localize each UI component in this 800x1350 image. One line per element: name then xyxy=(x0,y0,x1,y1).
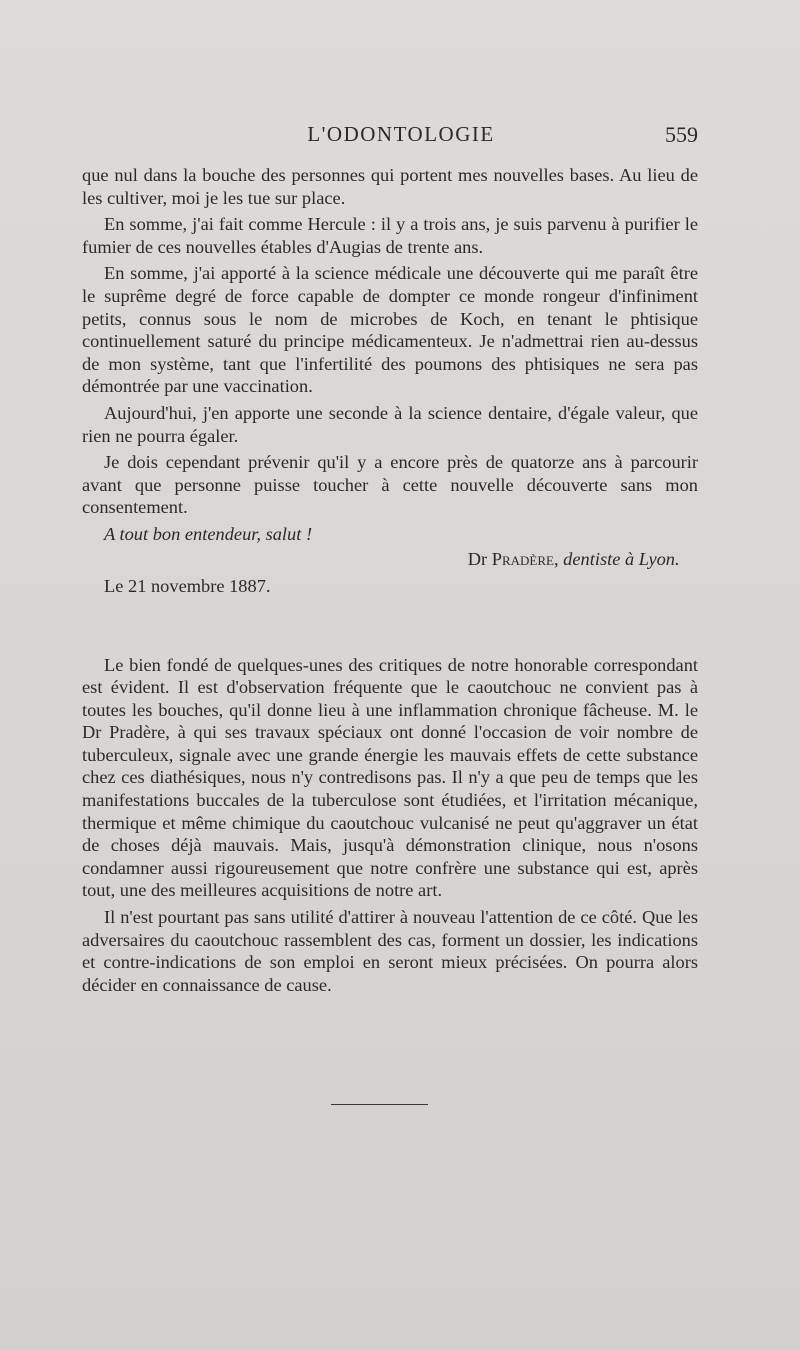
section-gap xyxy=(82,602,698,654)
page-header xyxy=(82,122,698,152)
letter-paragraph-1: que nul dans la bouche des personnes qui portent mes nouvelles bases. Au lieu de les cultiver, moi je les tue sur place. xyxy=(82,165,698,208)
letter-closing: A tout bon entendeur, salut ! xyxy=(104,523,313,544)
page-body xyxy=(82,164,698,1000)
signature-place: dentiste à Lyon. xyxy=(563,548,680,569)
letter-date: Le 21 novembre 1887. xyxy=(104,575,271,596)
commentary-paragraph-2: Il n'est pourtant pas sans utilité d'attirer à nouveau l'attention de ce côté. Que les adversaires du caoutchouc rassemblent des cas, forment un dossier, les indications et contre-indications de son emploi en seront mieux précisées. On pourra alors décider en connaissance de cause. xyxy=(82,907,698,995)
letter-paragraph-2: En somme, j'ai fait comme Hercule : il y a trois ans, je suis parvenu à purifier le fumier de ces nouvelles étables d'Augias de trente ans. xyxy=(82,214,698,257)
signature-name: Pradère, xyxy=(491,548,559,569)
running-title: L'ODONTOLOGIE xyxy=(307,122,495,146)
letter-paragraph-5: Je dois cependant prévenir qu'il y a encore près de quatorze ans à parcourir avant que personne puisse toucher à cette nouvelle découverte sans mon consentement. xyxy=(82,452,698,518)
letter-paragraph-3: En somme, j'ai apporté à la science médicale une découverte qui me paraît être le suprême degré de force capable de dompter ce monde rongeur d'infiniment petits, connus sous le nom de microbes de Koch, en tenant le phtisique continuellement saturé du principe médicamenteux. Je n'admettrai rien au-dessus de mon système, tant que l'infertilité des poumons des phtisiques ne sera pas démontrée par une vaccination. xyxy=(82,263,698,397)
signature xyxy=(82,548,698,570)
closing-rule xyxy=(331,1104,428,1105)
commentary-paragraph-1: Le bien fondé de quelques-unes des critiques de notre honorable correspondant est évident. Il est d'observation fréquente que le caoutchouc ne convient pas à toutes les bouches, qu'il donne lieu à une inflammation chronique fâcheuse. M. le Dr Pradère, à qui ses travaux spéciaux ont donné l'occasion de voir nombre de tuberculeux, signale avec une grande énergie les mauvais effets de cette substance chez ces diathésiques, nous n'y contredisons pas. Il n'y a que peu de temps que les manifestations buccales de la tuberculose sont étudiées, et l'irritation mécanique, thermique et même chimique du caoutchouc vulcanisé ne peut qu'aggraver un état de choses déjà mauvais. Mais, jusqu'à démonstration clinique, nous n'osons condamner aussi rigoureusement que notre confrère une substance qui est, après tout, une des meilleures acquisitions de notre art. xyxy=(82,654,698,901)
letter-paragraph-4: Aujourd'hui, j'en apporte une seconde à la science dentaire, d'égale valeur, que rien ne pourra égaler. xyxy=(82,402,698,446)
page-number: 559 xyxy=(665,122,698,147)
signature-title: Dr xyxy=(467,548,488,569)
